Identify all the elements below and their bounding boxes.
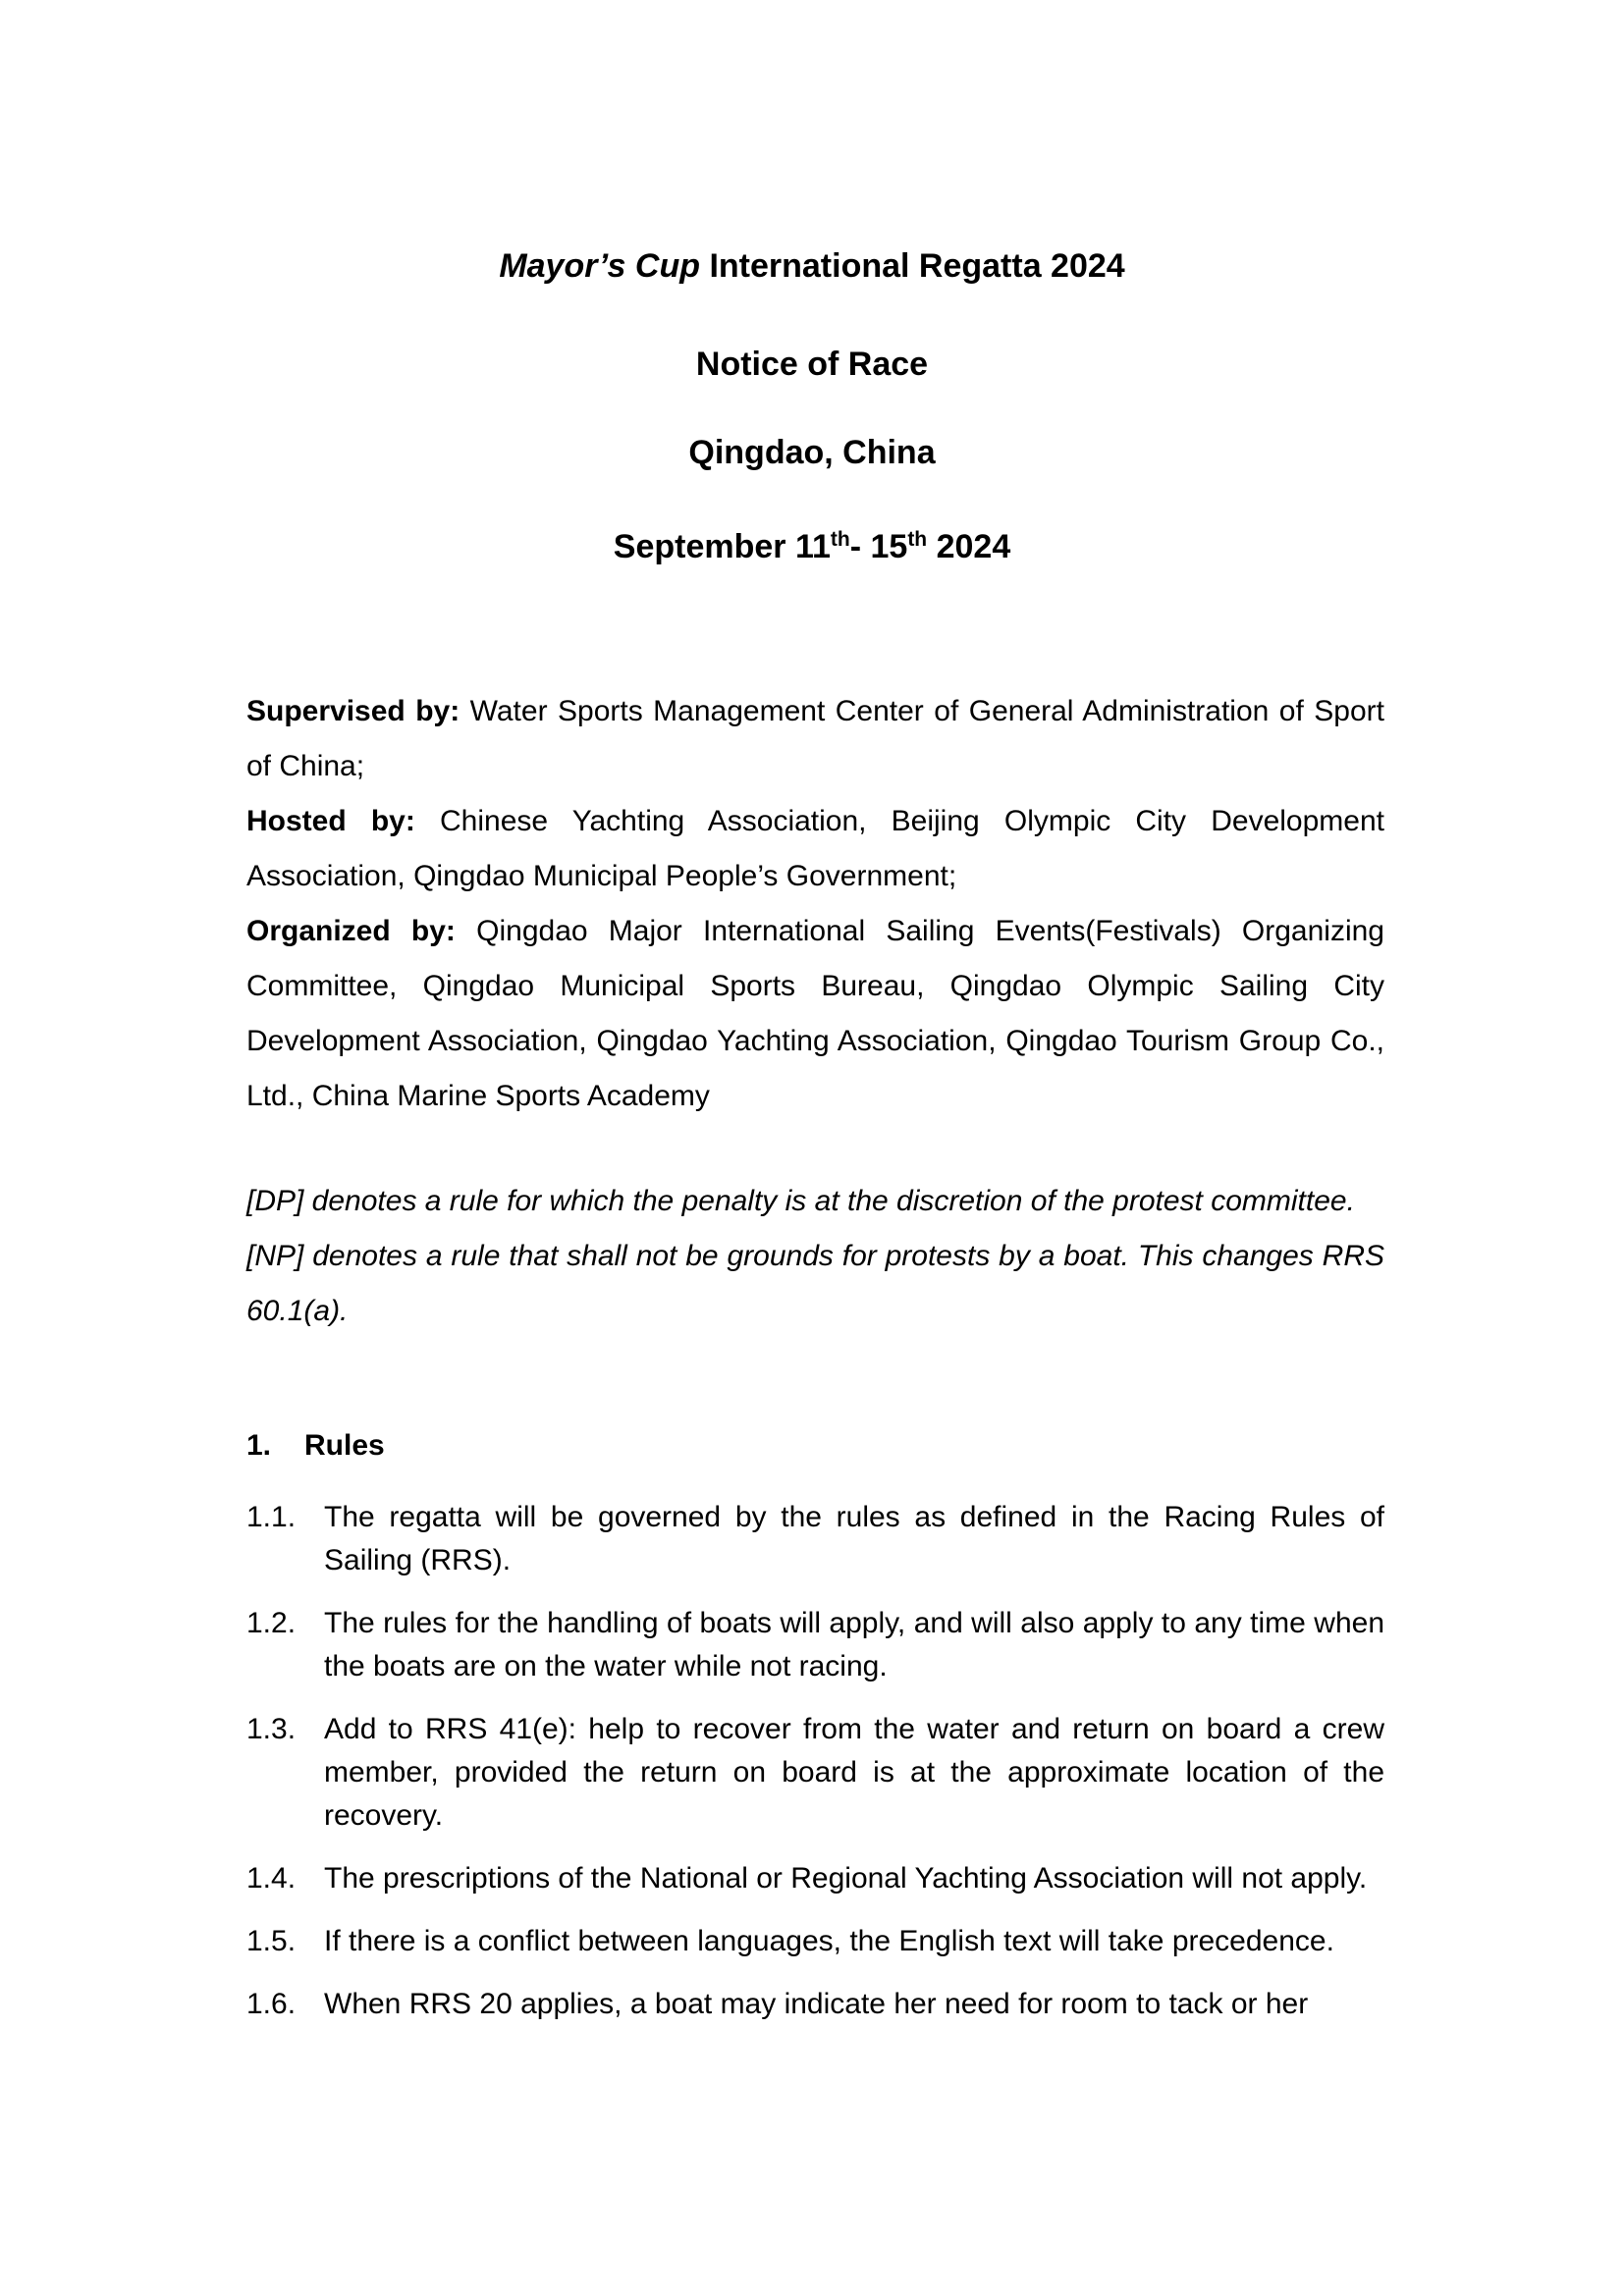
rule-text: When RRS 20 applies, a boat may indicate her need for room to tack or her — [324, 1988, 1309, 2020]
dates-end: - 15 — [849, 528, 908, 565]
supervised-by-paragraph — [246, 684, 1384, 794]
event-title-italic: Mayor’s Cup — [499, 247, 700, 285]
rule-item — [246, 1857, 1384, 1900]
section-number: 1. — [246, 1429, 272, 1462]
supervised-by-text: Water Sports Management Center of General Administration of Sport of China; — [246, 695, 1384, 782]
dates-year: 2024 — [927, 528, 1011, 565]
section-heading-rules — [246, 1429, 385, 1463]
dp-note: [DP] denotes a rule for which the penalty is at the discretion of the protest committee. — [246, 1185, 1355, 1217]
rule-number: 1.4. — [246, 1862, 297, 1895]
dates-end-suffix: th — [907, 528, 928, 551]
rule-text: The prescriptions of the National or Regional Yachting Association will not apply. — [324, 1862, 1368, 1895]
organized-by-paragraph — [246, 904, 1384, 1124]
rule-item — [246, 1602, 1384, 1688]
dates-start: September 11 — [613, 528, 831, 565]
organized-by-text: Qingdao Major International Sailing Events(Festivals) Organizing Committee, Qingdao Municipal Sports Bureau, Qingdao Olympic Sailing City Development Association, Qingdao Yachting Association, Qingdao Tourism Group Co., Ltd., China Marine Sports Academy — [246, 915, 1384, 1112]
rule-text: The regatta will be governed by the rules as defined in the Racing Rules of Sailing (RRS). — [324, 1501, 1384, 1576]
event-dates — [0, 528, 1624, 566]
rule-text: If there is a conflict between languages, the English text will take precedence. — [324, 1925, 1334, 1957]
event-title — [0, 247, 1624, 286]
rule-number: 1.2. — [246, 1607, 297, 1639]
rule-item — [246, 1920, 1384, 1963]
rule-number: 1.5. — [246, 1925, 297, 1957]
rule-number: 1.6. — [246, 1988, 297, 2020]
rule-number: 1.1. — [246, 1501, 297, 1533]
hosted-by-text: Chinese Yachting Association, Beijing Olympic City Development Association, Qingdao Municipal People’s Government; — [246, 805, 1384, 892]
rule-item — [246, 1708, 1384, 1838]
organized-by-label: Organized by: — [246, 915, 456, 947]
hosted-by-label: Hosted by: — [246, 805, 415, 837]
document-title: Notice of Race — [695, 346, 929, 383]
rule-item — [246, 1496, 1384, 1582]
section-title: Rules — [304, 1429, 385, 1462]
rule-number: 1.3. — [246, 1713, 297, 1745]
notation-notes — [246, 1174, 1384, 1339]
rules-list — [246, 1496, 1384, 2046]
dates-start-suffix: th — [830, 528, 850, 551]
rule-text: The rules for the handling of boats will apply, and will also apply to any time when the boats are on the water while not racing. — [324, 1607, 1384, 1682]
organizers-block — [246, 684, 1384, 1124]
event-title-rest: International Regatta 2024 — [700, 247, 1125, 285]
rule-text: Add to RRS 41(e): help to recover from the water and return on board a crew member, provided the return on board is at the approximate location of the recovery. — [324, 1713, 1384, 1832]
rule-item — [246, 1983, 1384, 2026]
hosted-by-paragraph — [246, 794, 1384, 904]
supervised-by-label: Supervised by: — [246, 695, 460, 727]
np-note: [NP] denotes a rule that shall not be grounds for protests by a boat. This changes RRS 60.1(a). — [246, 1240, 1384, 1327]
event-location: Qingdao, China — [688, 434, 936, 471]
